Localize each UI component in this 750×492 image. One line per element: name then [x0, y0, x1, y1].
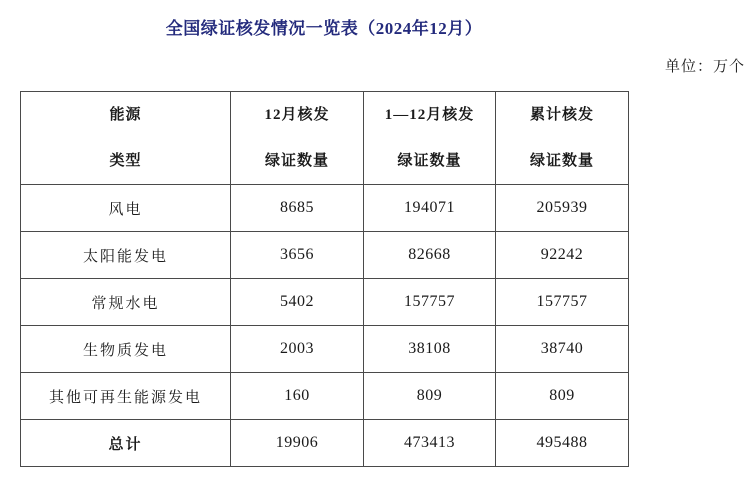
green-cert-table: [20, 91, 629, 467]
row-label: 风电: [21, 185, 231, 232]
header-line-1: 累计核发: [529, 107, 594, 123]
table-row-total: [21, 420, 629, 467]
header-line-2: 绿证数量: [264, 153, 329, 169]
row-label: 常规水电: [21, 279, 231, 326]
jan-to-dec-value: 194071: [364, 185, 496, 232]
cumulative-value: 92242: [496, 232, 629, 279]
header-line-1: 1—12月核发: [384, 107, 475, 123]
header-cell-energy-type: [21, 92, 231, 185]
monthly-value: 5402: [231, 279, 364, 326]
row-label: 其他可再生能源发电: [21, 373, 231, 420]
jan-to-dec-value: 38108: [364, 326, 496, 373]
cumulative-value: 157757: [496, 279, 629, 326]
cumulative-value: 495488: [496, 420, 629, 467]
table-row-other-renewable: [21, 373, 629, 420]
jan-to-dec-value: 809: [364, 373, 496, 420]
table-row-wind: [21, 185, 629, 232]
header-cell-monthly: [231, 92, 364, 185]
cumulative-value: 205939: [496, 185, 629, 232]
cumulative-value: 38740: [496, 326, 629, 373]
monthly-value: 8685: [231, 185, 364, 232]
header-line-2: 绿证数量: [397, 153, 462, 169]
header-cell-jan-to-dec: [364, 92, 496, 185]
header-line-1: 能源: [109, 107, 142, 123]
header-line-1: 12月核发: [264, 107, 330, 123]
jan-to-dec-value: 473413: [364, 420, 496, 467]
page-title: 全国绿证核发情况一览表（2024年12月）: [165, 19, 483, 38]
monthly-value: 3656: [231, 232, 364, 279]
jan-to-dec-value: 157757: [364, 279, 496, 326]
row-label: 太阳能发电: [21, 232, 231, 279]
unit-label: 单位：万个: [664, 59, 745, 75]
monthly-value: 2003: [231, 326, 364, 373]
cumulative-value: 809: [496, 373, 629, 420]
row-label: 生物质发电: [21, 326, 231, 373]
table-row-solar: [21, 232, 629, 279]
monthly-value: 19906: [231, 420, 364, 467]
header-line-2: 绿证数量: [529, 153, 594, 169]
header-cell-cumulative: [496, 92, 629, 185]
jan-to-dec-value: 82668: [364, 232, 496, 279]
table-row-hydro: [21, 279, 629, 326]
monthly-value: 160: [231, 373, 364, 420]
total-row-label: 总计: [21, 420, 231, 467]
table-row-biomass: [21, 326, 629, 373]
header-line-2: 类型: [109, 153, 142, 169]
header-row: [21, 92, 629, 185]
